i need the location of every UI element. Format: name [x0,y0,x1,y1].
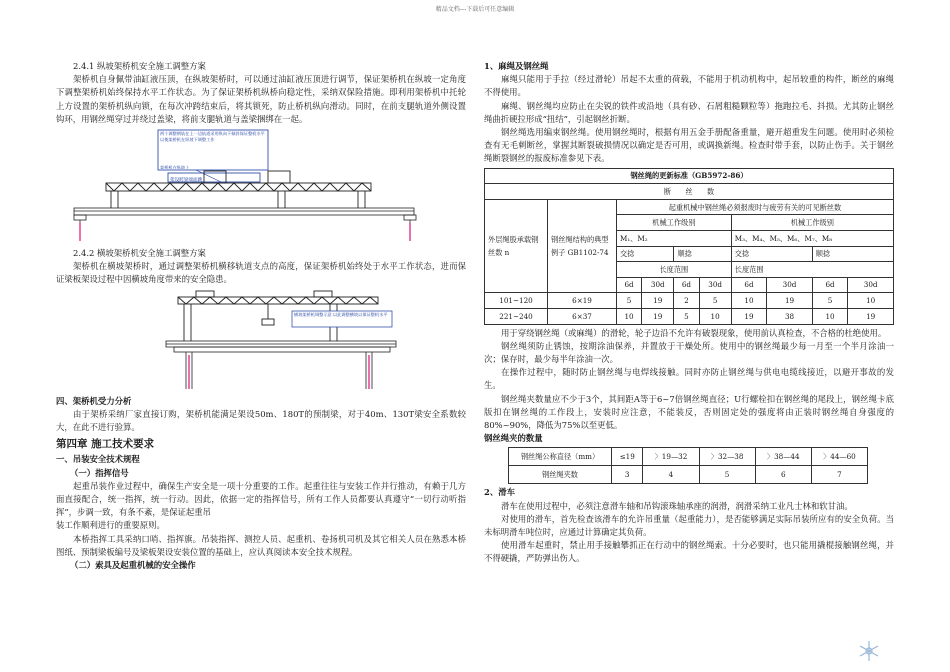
len-30d-4: 30d [848,277,894,293]
broken-wires-header: 断 丝 数 [485,184,894,200]
clamp-2: 4 [643,466,699,484]
signal-paragraph-1-cont: 装工作顺利进行的重要原则。 [56,520,165,531]
row2-v2: 19 [642,308,674,324]
cross-lay-a: 交捻 [617,246,674,262]
outer-strand-header: 外层绳股承载钢丝数 n [485,199,548,293]
length-range-b: 长度范围 [731,262,893,278]
length-range-a: 长度范围 [617,262,732,278]
cross-lay-b: 交捻 [731,246,812,262]
row1-example: 6×19 [548,293,617,309]
len-6d-4: 6d [812,277,848,293]
table-row [485,308,894,324]
clamp-5: 7 [811,466,867,484]
longitudinal-slope-figure [56,128,466,241]
rigging-subtitle: （二）索具及起重机械的安全操作 [70,560,196,571]
rope-paragraph-5: 钢丝绳须防止锈蚀，按期涂油保养，并置放于干燥处所。使用中的钢丝绳最少每一月至一个半月涂油一次；保存时，最少每半年涂油一次。 [484,340,894,364]
section-4-paragraph: 由于架桥采纳厂家直接订购，架桥机能满足架设50m、180T的预制梁，对于40m、130T梁安全系数较大，在此不进行验算。 [56,408,466,433]
diameter-label: 钢丝绳公称直径（mm） [509,448,612,466]
page-header: 精品文档---下载后可任意编辑 [435,6,515,13]
cross-note-text: 横坡架桥机调整示意 以此调整横坡以保证整机水平 [294,311,388,317]
clamp-count-title: 钢丝绳夹的数量 [484,433,543,444]
pulley-section-title: 2、滑车 [484,487,515,498]
row1-v8: 10 [848,293,894,309]
note-top-text: 两个调整钢轨在上一边轨道采用纵向下倾斜保证整机水平 以使架桥机在纵坡下调整工作 [160,131,265,142]
cross-deck-graphic [166,341,396,389]
row1-n: 101~120 [485,293,548,309]
lifting-safety-title: 一、吊装安全技术规程 [56,454,140,465]
table-row [509,466,868,484]
row1-v1: 5 [617,293,642,309]
section-2-4-1-title: 2.4.1 纵坡架桥机安全施工调整方案 [73,61,206,71]
clamp-1: 3 [612,466,643,484]
row2-v8: 19 [848,308,894,324]
clamp-count-table [508,447,868,484]
rope-paragraph-6: 在操作过程中，随时防止钢丝绳与电焊线接触。同时亦防止钢丝绳与供电电缆线接近，以避开事故的发生。 [484,367,894,391]
row2-v6: 38 [767,308,813,324]
pulley-paragraph-2: 对使用的滑车，首先检查该滑车的允许吊重量（起重能力），是否能够满足实际吊装所应有的安全负荷。当未标明滑车吨位时，应通过计算确定其负荷。 [484,513,894,537]
snowflake-icon [858,640,880,662]
rope-structure-header: 钢丝绳结构的典型例子 GB1102-74 [548,199,617,293]
pulley-paragraph-1: 滑车在使用过程中，必须注意滑车轴和吊钩滚珠轴承座的润滑，润滑采纳工业凡士林和软甘油。 [501,500,853,511]
row1-v6: 19 [767,293,813,309]
clamp-3: 5 [699,466,755,484]
rope-paragraph-7: 钢丝绳夹数量应不少于3个，其间距A等于6~7倍钢丝绳直径；U行螺栓扣在钢丝绳的尾段上，钢丝绳卡底版扣在钢丝绳的工作段上，安装时应注意，不能装反，否则固定处的强度将由正装时钢丝绳自身强度的80%~90%，降低为75%以至更低。 [484,393,894,430]
section-2-4-2-paragraph: 架桥机在横坡架桥时，通过调整架桥机横移轨道支点的高度，保证架桥机始终处于水平工作状态，进而保证梁板架设过程中因横坡角度带来的安全隐患。 [56,261,466,285]
table-row [485,293,894,309]
work-level-a-classes: M₁、M₂ [617,231,732,247]
row2-v7: 10 [812,308,848,324]
len-30d-3: 30d [767,277,813,293]
row2-v4: 10 [699,308,731,324]
row1-v5: 10 [731,293,767,309]
rope-replacement-table [484,168,894,325]
work-level-a-header: 机械工作级别 [617,215,732,231]
section-2-4-2-title: 2.4.2 横坡架桥机安全施工调整方案 [73,248,206,259]
longitudinal-slope-drawing [56,128,466,241]
signal-paragraph-2: 本桥指挥工具采纳口哨、指挥旗。吊装指挥、测控人员、起重机、卷扬机司机及其它相关人员在熟悉本桥图纸、预制梁板编号及梁板架设安装位置的基础上，应认真阅读本安全技术规程。 [56,533,466,557]
fig1-label-text: 架设跨梁端面跳 [170,178,203,183]
section-2-4-1-paragraph: 架桥机自身佩带油缸液压顶，在纵坡架桥时，可以通过油缸液压顶进行调节，保证架桥机在纵坡一定角度下调整架桥机始终保持水平工作状态。为了保证架桥机纵桥向稳定性，采纳双保险措施。即利用架桥机中托轮上方设置的架桥机纵向锁，在每次冲跨结束后，将其锁死，防止桥机纵向滑动。同时，在前支腿轨道外侧设置钩环，用钢丝绳穿过并绕过盖梁，将前支腿轨道与盖梁捆绑在一起。 [56,74,466,124]
rope-paragraph-4: 用于穿绕钢丝绳（或麻绳）的滑轮，轮子边沿不允许有破裂现象，使用前认真检查，不合格的杜绝使用。 [501,327,887,338]
diameter-5: 〉44—60 [811,448,867,466]
cross-slope-drawing [56,289,466,389]
note-mid-text: 架桥机在纵坡上 [160,165,190,170]
len-6d-3: 6d [731,277,767,293]
row1-v3: 2 [674,293,699,309]
row2-v5: 19 [731,308,767,324]
signal-paragraph-1: 起重吊装作业过程中，确保生产安全是一项十分重要的工作。起重往往与安装工作并行推动，有赖于几方面直接配合，统一指挥，统一行动。因此，依据一定的指挥信号，所有工作人员都要认真遵守“一切行动听指挥”，步调一致，有条不紊，是保证起重吊 [56,480,466,518]
row1-v4: 5 [699,293,731,309]
left-column [56,60,466,572]
parallel-lay-a: 顺捻 [674,246,731,262]
table-row [509,448,868,466]
parallel-lay-b: 顺捻 [812,246,893,262]
work-level-b-classes: M₃、M₄、M₅、M₆、M₇、M₈ [731,231,893,247]
diameter-3: 〉32—38 [699,448,755,466]
row1-v7: 5 [812,293,848,309]
rope-paragraph-3: 钢丝绳选用编束钢丝绳。使用钢丝绳时，根据有用五金手册配备重量，避开超重发生问题。使用时必须检查有无毛刺断丝，掌握其断裂破损情况以确定是否可用，或调换新绳。检查时带手套，以防止伤手。关于钢丝绳断裂钢丝的报废标准参见下表。 [484,127,894,164]
len-30d-1: 30d [642,277,674,293]
row2-v3: 5 [674,308,699,324]
row2-example: 6×37 [548,308,617,324]
diameter-4: 〉38—44 [755,448,811,466]
table-title: 钢丝绳的更新标准（GB5972-86） [485,168,894,184]
signal-subtitle: （一）指挥信号 [70,467,129,478]
pier-marker-graphic [80,223,410,241]
bridge-deck-graphic [74,208,416,241]
cross-pier-marker [189,355,369,389]
len-6d-2: 6d [674,277,699,293]
rope-paragraph-1: 麻绳只能用于手拉（经过滑轮）吊起不太重的荷载，不能用于机动机构中，起吊较重的构件，断丝的麻绳不得使用。 [484,74,894,98]
rope-paragraph-2: 麻绳、钢丝绳均应防止在尖锐的铁件或沿地（具有砂、石屑粗糙颗粒等）拖跑拉毛、抖损。尤其防止钢丝绳曲折硬拉形成“扭结”，引起钢丝折断。 [484,100,894,124]
chapter-4-title: 第四章 施工技术要求 [56,438,155,451]
crane-scrap-header: 起重机械中钢丝绳必须报废时与疲劳有关的可见断丝数 [617,199,894,215]
section-4-title: 四、架桥机受力分析 [56,395,132,406]
diameter-1: ≤19 [612,448,643,466]
row1-v2: 19 [642,293,674,309]
len-6d-1: 6d [617,277,642,293]
pulley-paragraph-3: 使用滑车起重时，禁止用手接触攀抓正在行动中的钢丝绳索。十分必要时，也只能用撬棍接触钢丝绳，并不得硬撬，严防弹出伤人。 [484,540,894,564]
len-30d-2: 30d [699,277,731,293]
work-level-b-header: 机械工作级别 [731,215,893,231]
diameter-2: 〉19—32 [643,448,699,466]
rope-section-title: 1、麻绳及钢丝绳 [484,61,549,71]
right-column [484,60,894,566]
cross-slope-figure [56,289,466,389]
clamp-count-label: 钢丝绳夹数 [509,466,612,484]
row2-v1: 10 [617,308,642,324]
clamp-4: 6 [755,466,811,484]
row2-n: 221~240 [485,308,548,324]
